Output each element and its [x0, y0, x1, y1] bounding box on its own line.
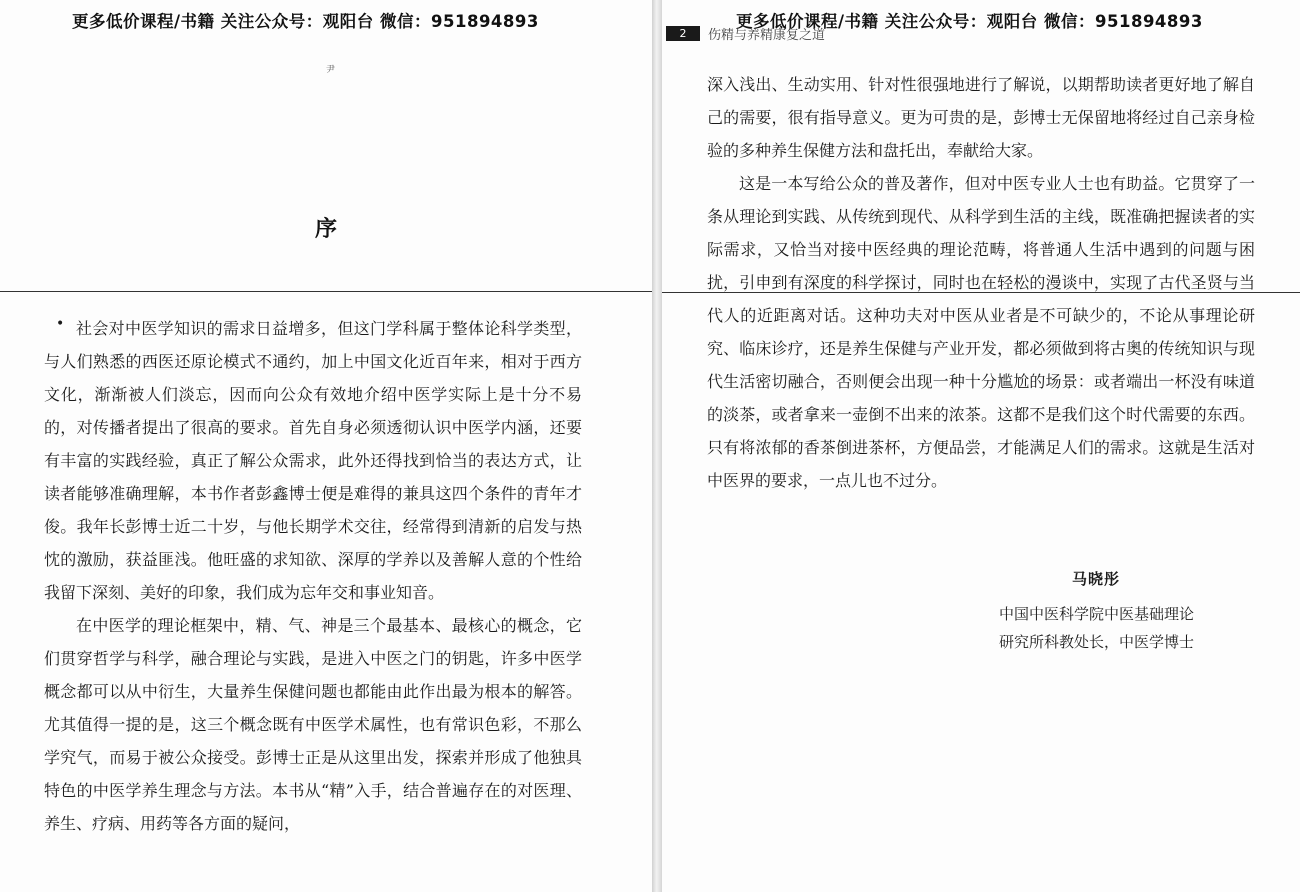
bullet-dot: • — [56, 316, 65, 332]
paragraph: 深入浅出、生动实用、针对性很强地进行了解说，以期帮助读者更好地了解自己的需要，很有指导意义。更为可贵的是，彭博士无保留地将经过自己亲身检验的多种养生保健方法和盘托出，奉献给大家。 — [707, 75, 1255, 160]
book-gutter — [652, 0, 662, 892]
paragraph: 社会对中医学知识的需求日益增多，但这门学科属于整体论科学类型，与人们熟悉的西医还原论模式不通约，加上中国文化近百年来，相对于西方文化，渐渐被人们淡忘，因而向公众有效地介绍中医学实际上是十分不易的，对传播者提出了很高的要求。首先自身必须透彻认识中医学内涵，还要有丰富的实践经验，真正了解公众需求，此外还得找到恰当的表达方式，让读者能够准确理解，本书作者彭鑫博士便是难得的兼具这四个条件的青年才俊。我年长彭博士近二十岁，与他长期学术交往，经常得到清新的启发与热忱的激励，获益匪浅。他旺盛的求知欲、深厚的学养以及善解人意的个性给我留下深刻、美好的印象，我们成为忘年交和事业知音。 — [44, 319, 582, 602]
watermark-banner: 更多低价课程/书籍 关注公众号：观阳台 微信：951894893 — [72, 12, 539, 31]
right-page — [662, 0, 1300, 892]
author-title: 研究所科教处长，中医学博士 — [999, 633, 1195, 651]
page-number: 2 — [666, 26, 700, 41]
book-title: 伤精与养精康复之道 — [708, 27, 826, 43]
author-name: 马晓彤 — [1072, 570, 1121, 588]
left-body-text — [44, 312, 582, 840]
paragraph: 这是一本写给公众的普及著作，但对中医专业人士也有助益。它贯穿了一条从理论到实践、从传统到现代、从科学到生活的主线，既准确把握读者的实际需求，又恰当对接中医经典的理论范畴，将普通人生活中遇到的问题与困扰，引申到有深度的科学探讨，同时也在轻松的漫谈中，实现了古代圣贤与当代人的近距离对话。这种功夫对中医从业者是不可缺少的，不论从事理论研究、临床诊疗，还是养生保健与产业开发，都必须做到将古奥的传统知识与现代生活密切融合，否则便会出现一种十分尴尬的场景：或者端出一杯没有味道的淡茶，或者拿来一壶倒不出来的浓茶。这都不是我们这个时代需要的东西。只有将浓郁的香茶倒进茶杯，方便品尝，才能满足人们的需求。这就是生活对中医界的要求，一点儿也不过分。 — [707, 174, 1255, 490]
author-affiliation: 中国中医科学院中医基础理论 — [999, 605, 1195, 623]
scan-line — [0, 291, 652, 292]
page-mark: 尹 — [326, 65, 336, 75]
watermark-banner: 更多低价课程/书籍 关注公众号：观阳台 微信：951894893 — [736, 12, 1203, 31]
right-body-text — [707, 68, 1255, 497]
preface-title: 序 — [314, 217, 337, 242]
running-header — [666, 24, 825, 42]
paragraph: 在中医学的理论框架中，精、气、神是三个最基本、最核心的概念，它们贯穿哲学与科学，融合理论与实践，是进入中医之门的钥匙，许多中医学概念都可以从中衍生，大量养生保健问题也都能由此作出最为根本的解答。尤其值得一提的是，这三个概念既有中医学术属性，也有常识色彩，不那么学究气，而易于被公众接受。彭博士正是从这里出发，探索并形成了他独具特色的中医学养生理念与方法。本书从“精”入手，结合普遍存在的对医理、养生、疗病、用药等各方面的疑问， — [44, 616, 582, 833]
